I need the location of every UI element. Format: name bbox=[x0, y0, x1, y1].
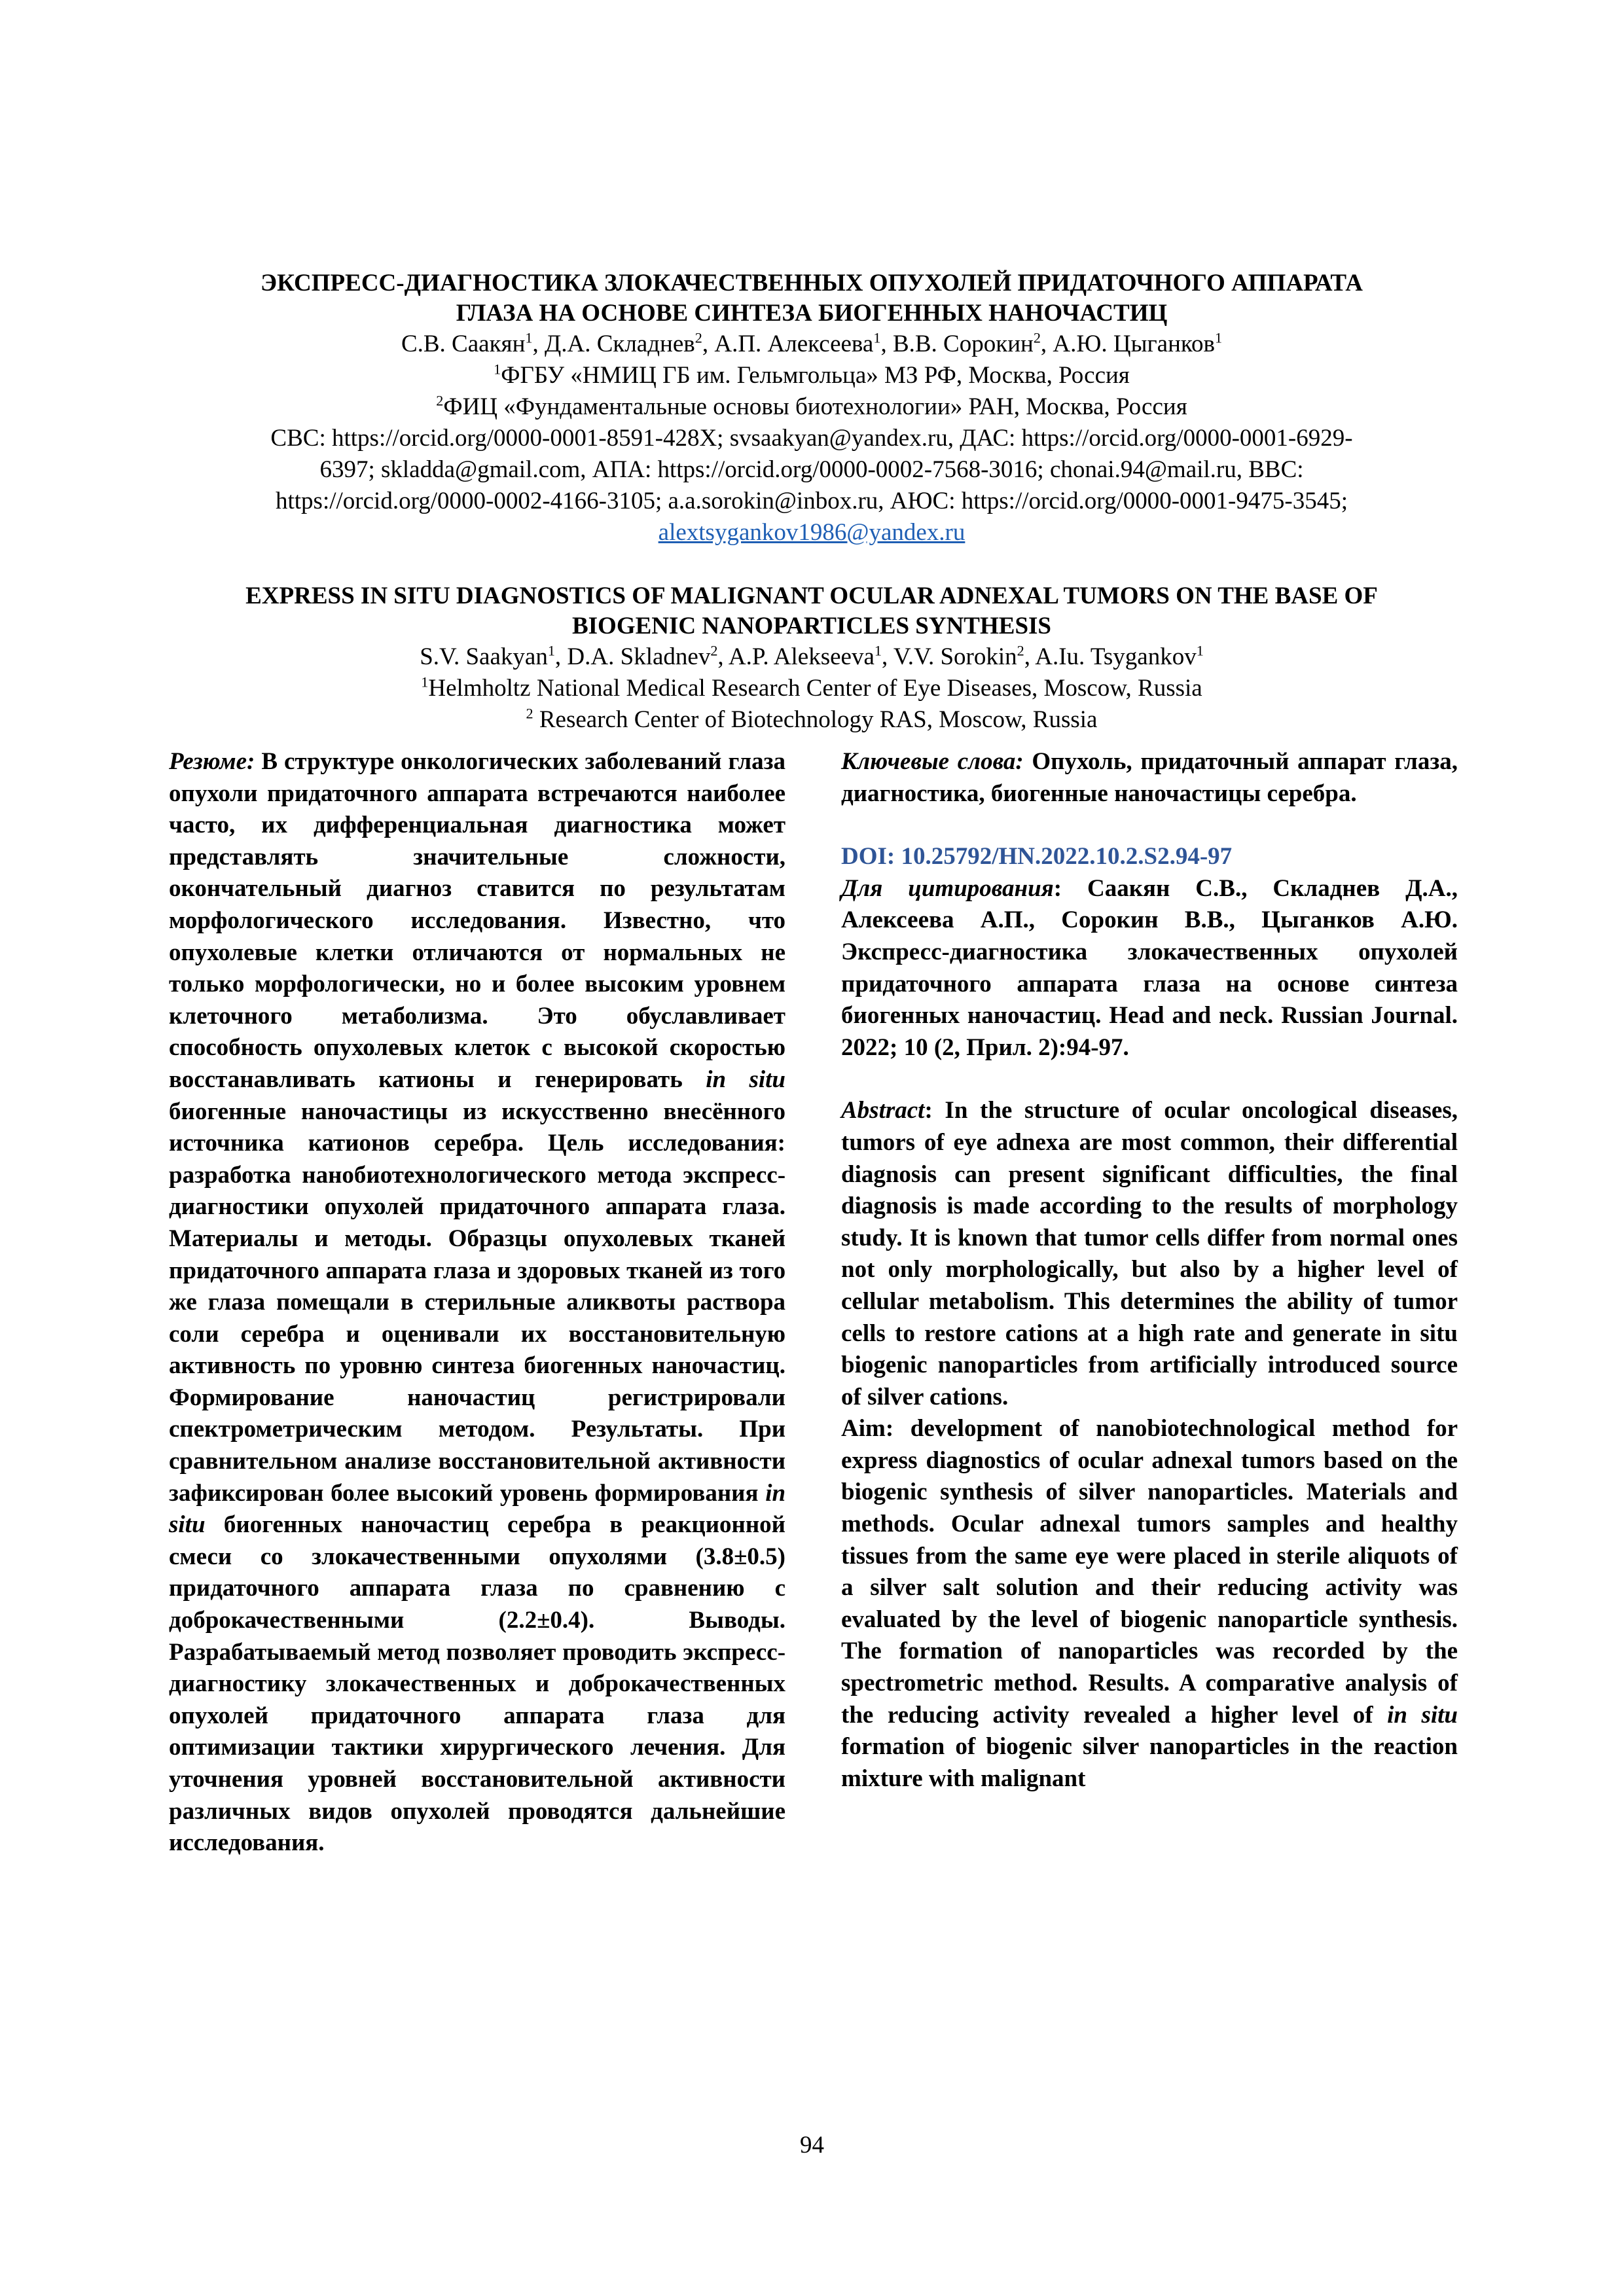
author-name: А.Ю. Цыганков bbox=[1053, 331, 1215, 357]
affiliation-text: ФГБУ «НМИЦ ГБ им. Гельмгольца» МЗ РФ, Москва, Россия bbox=[501, 362, 1130, 389]
affiliation-marker: 2 bbox=[695, 329, 702, 346]
russian-title-line2: ГЛАЗА НА ОСНОВЕ СИНТЕЗА БИОГЕННЫХ НАНОЧАСТИЦ bbox=[456, 300, 1168, 327]
affiliation-marker: 2 bbox=[1017, 642, 1024, 659]
affiliation-marker: 2 bbox=[436, 392, 444, 409]
keywords-text: Опухоль, придаточный аппарат глаза, диагностика, биогенные наночастицы серебра. bbox=[841, 748, 1458, 807]
doi[interactable]: DOI: 10.25792/HN.2022.10.2.S2.94-97 bbox=[841, 843, 1233, 870]
english-affiliation-1 bbox=[183, 673, 1440, 704]
author-name: Д.А. Складнев bbox=[544, 331, 695, 357]
right-column bbox=[841, 746, 1458, 1795]
author-name: D.A. Skladnev bbox=[567, 643, 711, 670]
affiliation-marker: 1 bbox=[873, 329, 881, 346]
affiliation-marker: 1 bbox=[547, 642, 555, 659]
affiliation-marker: 2 bbox=[1033, 329, 1041, 346]
abstract-italic: in situ bbox=[1387, 1701, 1458, 1729]
english-authors: S.V. Saakyan$^1$, D.A. Skladnev$^2$, A.P. Alekseeva$^1$, V.V. Sorokin$^2$, A.Iu. Tsygankov$^1$ bbox=[420, 642, 1204, 670]
contacts-line1: СВС: https://orcid.org/0000-0001-8591-428X; svsaakyan@yandex.ru, ДАС: https://orcid.org/0000-0001-6929- bbox=[270, 425, 1353, 452]
affiliation-marker: 1 bbox=[421, 673, 429, 691]
affiliation-text: Helmholtz National Medical Research Center of Eye Diseases, Moscow, Russia bbox=[428, 675, 1202, 702]
left-column bbox=[169, 746, 785, 1859]
email-link[interactable]: alextsygankov1986@yandex.ru bbox=[658, 519, 965, 546]
author-name: В.В. Сорокин bbox=[892, 331, 1034, 357]
author-name: A.Iu. Tsygankov bbox=[1035, 643, 1197, 670]
author-name: A.P. Alekseeva bbox=[728, 643, 875, 670]
russian-affiliation-2 bbox=[183, 391, 1440, 423]
author-name: С.В. Саакян bbox=[401, 331, 526, 357]
russian-header bbox=[183, 268, 1440, 548]
affiliation-marker: 1 bbox=[1214, 329, 1223, 346]
page-number: 94 bbox=[800, 2132, 824, 2159]
english-title-line2: BIOGENIC NANOPARTICLES SYNTHESIS bbox=[571, 613, 1052, 639]
author-name: S.V. Saakyan bbox=[420, 643, 548, 670]
affiliation-marker: 2 bbox=[710, 642, 718, 659]
english-title-line1: EXPRESS IN SITU DIAGNOSTICS OF MALIGNANT OCULAR ADNEXAL TUMORS ON THE BASE OF bbox=[245, 583, 1378, 609]
abstract-text: formation of biogenic silver nanoparticles in the reaction mixture with malignant bbox=[841, 1733, 1458, 1792]
english-header bbox=[183, 581, 1440, 736]
abstract-label: Abstract bbox=[841, 1097, 925, 1124]
author-name: V.V. Sorokin bbox=[893, 643, 1017, 670]
russian-authors: С.В. Саакян$^1$, Д.А. Складнев$^2$, А.П. Алексеева$^1$, В.В. Сорокин$^2$, А.Ю. Цыганков$^1$ bbox=[401, 329, 1223, 357]
contacts-line2: 6397; skladda@gmail.com, АПА: https://orcid.org/0000-0002-7568-3016; chonai.94@mail.ru, ВВС: bbox=[319, 456, 1304, 483]
affiliation-marker: 1 bbox=[525, 329, 533, 346]
abstract-text: : In the structure of ocular oncological diseases, tumors of eye adnexa are most common, their differential diagnosis can present significant difficulties, the final diagnosis is made according to the results of morphology study. It is known that tumor cells differ from normal ones not only morphologically, but also by a higher level of cellular metabolism. This determines the ability of tumor cells to restore cations at a high rate and generate in situ biogenic nanoparticles from artificially introduced source of silver cations. bbox=[841, 1097, 1458, 1410]
affiliation-marker: 1 bbox=[1196, 642, 1204, 659]
author-name: А.П. Алексеева bbox=[714, 331, 874, 357]
affiliation-marker: 2 bbox=[526, 705, 533, 722]
citation-text: : Саакян С.В., Складнев Д.А., Алексеева А.П., Сорокин В.В., Цыганков А.Ю. Экспресс-диагностика злокачественных опухолей придаточного аппарата глаза на основе синтеза биогенных наночастиц. Head and neck. Russian Journal. 2022; 10 (2, Прил. 2):94-97. bbox=[841, 874, 1458, 1061]
russian-title-line1: ЭКСПРЕСС-ДИАГНОСТИКА ЗЛОКАЧЕСТВЕННЫХ ОПУХОЛЕЙ ПРИДАТОЧНОГО АППАРАТА bbox=[261, 270, 1363, 296]
aim-paragraph bbox=[841, 1413, 1458, 1795]
citation-paragraph bbox=[841, 873, 1458, 1064]
affiliation-text: Research Center of Biotechnology RAS, Moscow, Russia bbox=[533, 706, 1098, 733]
affiliation-text: ФИЦ «Фундаментальные основы биотехнологии» РАН, Москва, Россия bbox=[443, 393, 1187, 420]
english-affiliation-2 bbox=[183, 704, 1440, 736]
russian-affiliation-1 bbox=[183, 360, 1440, 391]
citation-label: Для цитирования bbox=[841, 874, 1054, 902]
affiliation-marker: 1 bbox=[874, 642, 882, 659]
keywords-paragraph bbox=[841, 746, 1458, 810]
resume-paragraph: Резюме: В структуре онкологических заболеваний глаза опухоли придаточного аппарата встречаются наиболее часто, их дифференциальная диагностика может представлять значительные сложности, окончательный диагноз ставится по результатам морфологического исследования. Известно, что опухолевые клетки отличаются от нормальных не только морфологически, но и более высоким уровнем клеточного метаболизма. Это обуславливает способность опухолевых клеток с высокой скоростью восстанавливать катионы и генерировать in situ биогенные наночастицы из искусственно внесённого источника катионов серебра. Цель исследования: разработка нанобиотехнологического метода экспресс-диагностики опухолей придаточного аппарата глаза. Материалы и методы. Образцы опухолевых тканей придаточного аппарата глаза и здоровых тканей из того же глаза помещали в стерильные аликвоты раствора соли серебра и оценивали их восстановительную активность по уровню синтеза биогенных наночастиц. Формирование наночастиц регистрировали спектрометрическим методом. Результаты. При сравнительном анализе восстановительной активности зафиксирован более высокий уровень формирования in situ биогенных наночастиц серебра в реакционной смеси со злокачественными опухолями (3.8±0.5) придаточного аппарата глаза по сравнению с доброкачественными (2.2±0.4). Выводы. Разрабатываемый метод позволяет проводить экспресс-диагностику злокачественных и доброкачественных опухолей придаточного аппарата глаза для оптимизации тактики хирургического лечения. Для уточнения уровней восстановительной активности различных видов опухолей проводятся дальнейшие исследования. bbox=[169, 748, 786, 1857]
keywords-label: Ключевые слова: bbox=[841, 748, 1024, 775]
affiliation-marker: 1 bbox=[494, 361, 501, 378]
contacts-line3: https://orcid.org/0000-0002-4166-3105; a.a.sorokin@inbox.ru, АЮС: https://orcid.org/0000-0001-9475-3545; bbox=[276, 488, 1348, 514]
abstract-text: Aim: development of nanobiotechnological method for express diagnostics of ocular adnexal tumors based on the biogenic synthesis of silver nanoparticles. Materials and methods. Ocular adnexal tumors samples and healthy tissues from the same eye were placed in sterile aliquots of a silver salt solution and their reducing activity was evaluated by the level of biogenic nanoparticle synthesis. The formation of nanoparticles was recorded by the spectrometric method. Results. A comparative analysis of the reducing activity revealed a higher level of bbox=[841, 1415, 1458, 1729]
abstract-paragraph bbox=[841, 1095, 1458, 1413]
